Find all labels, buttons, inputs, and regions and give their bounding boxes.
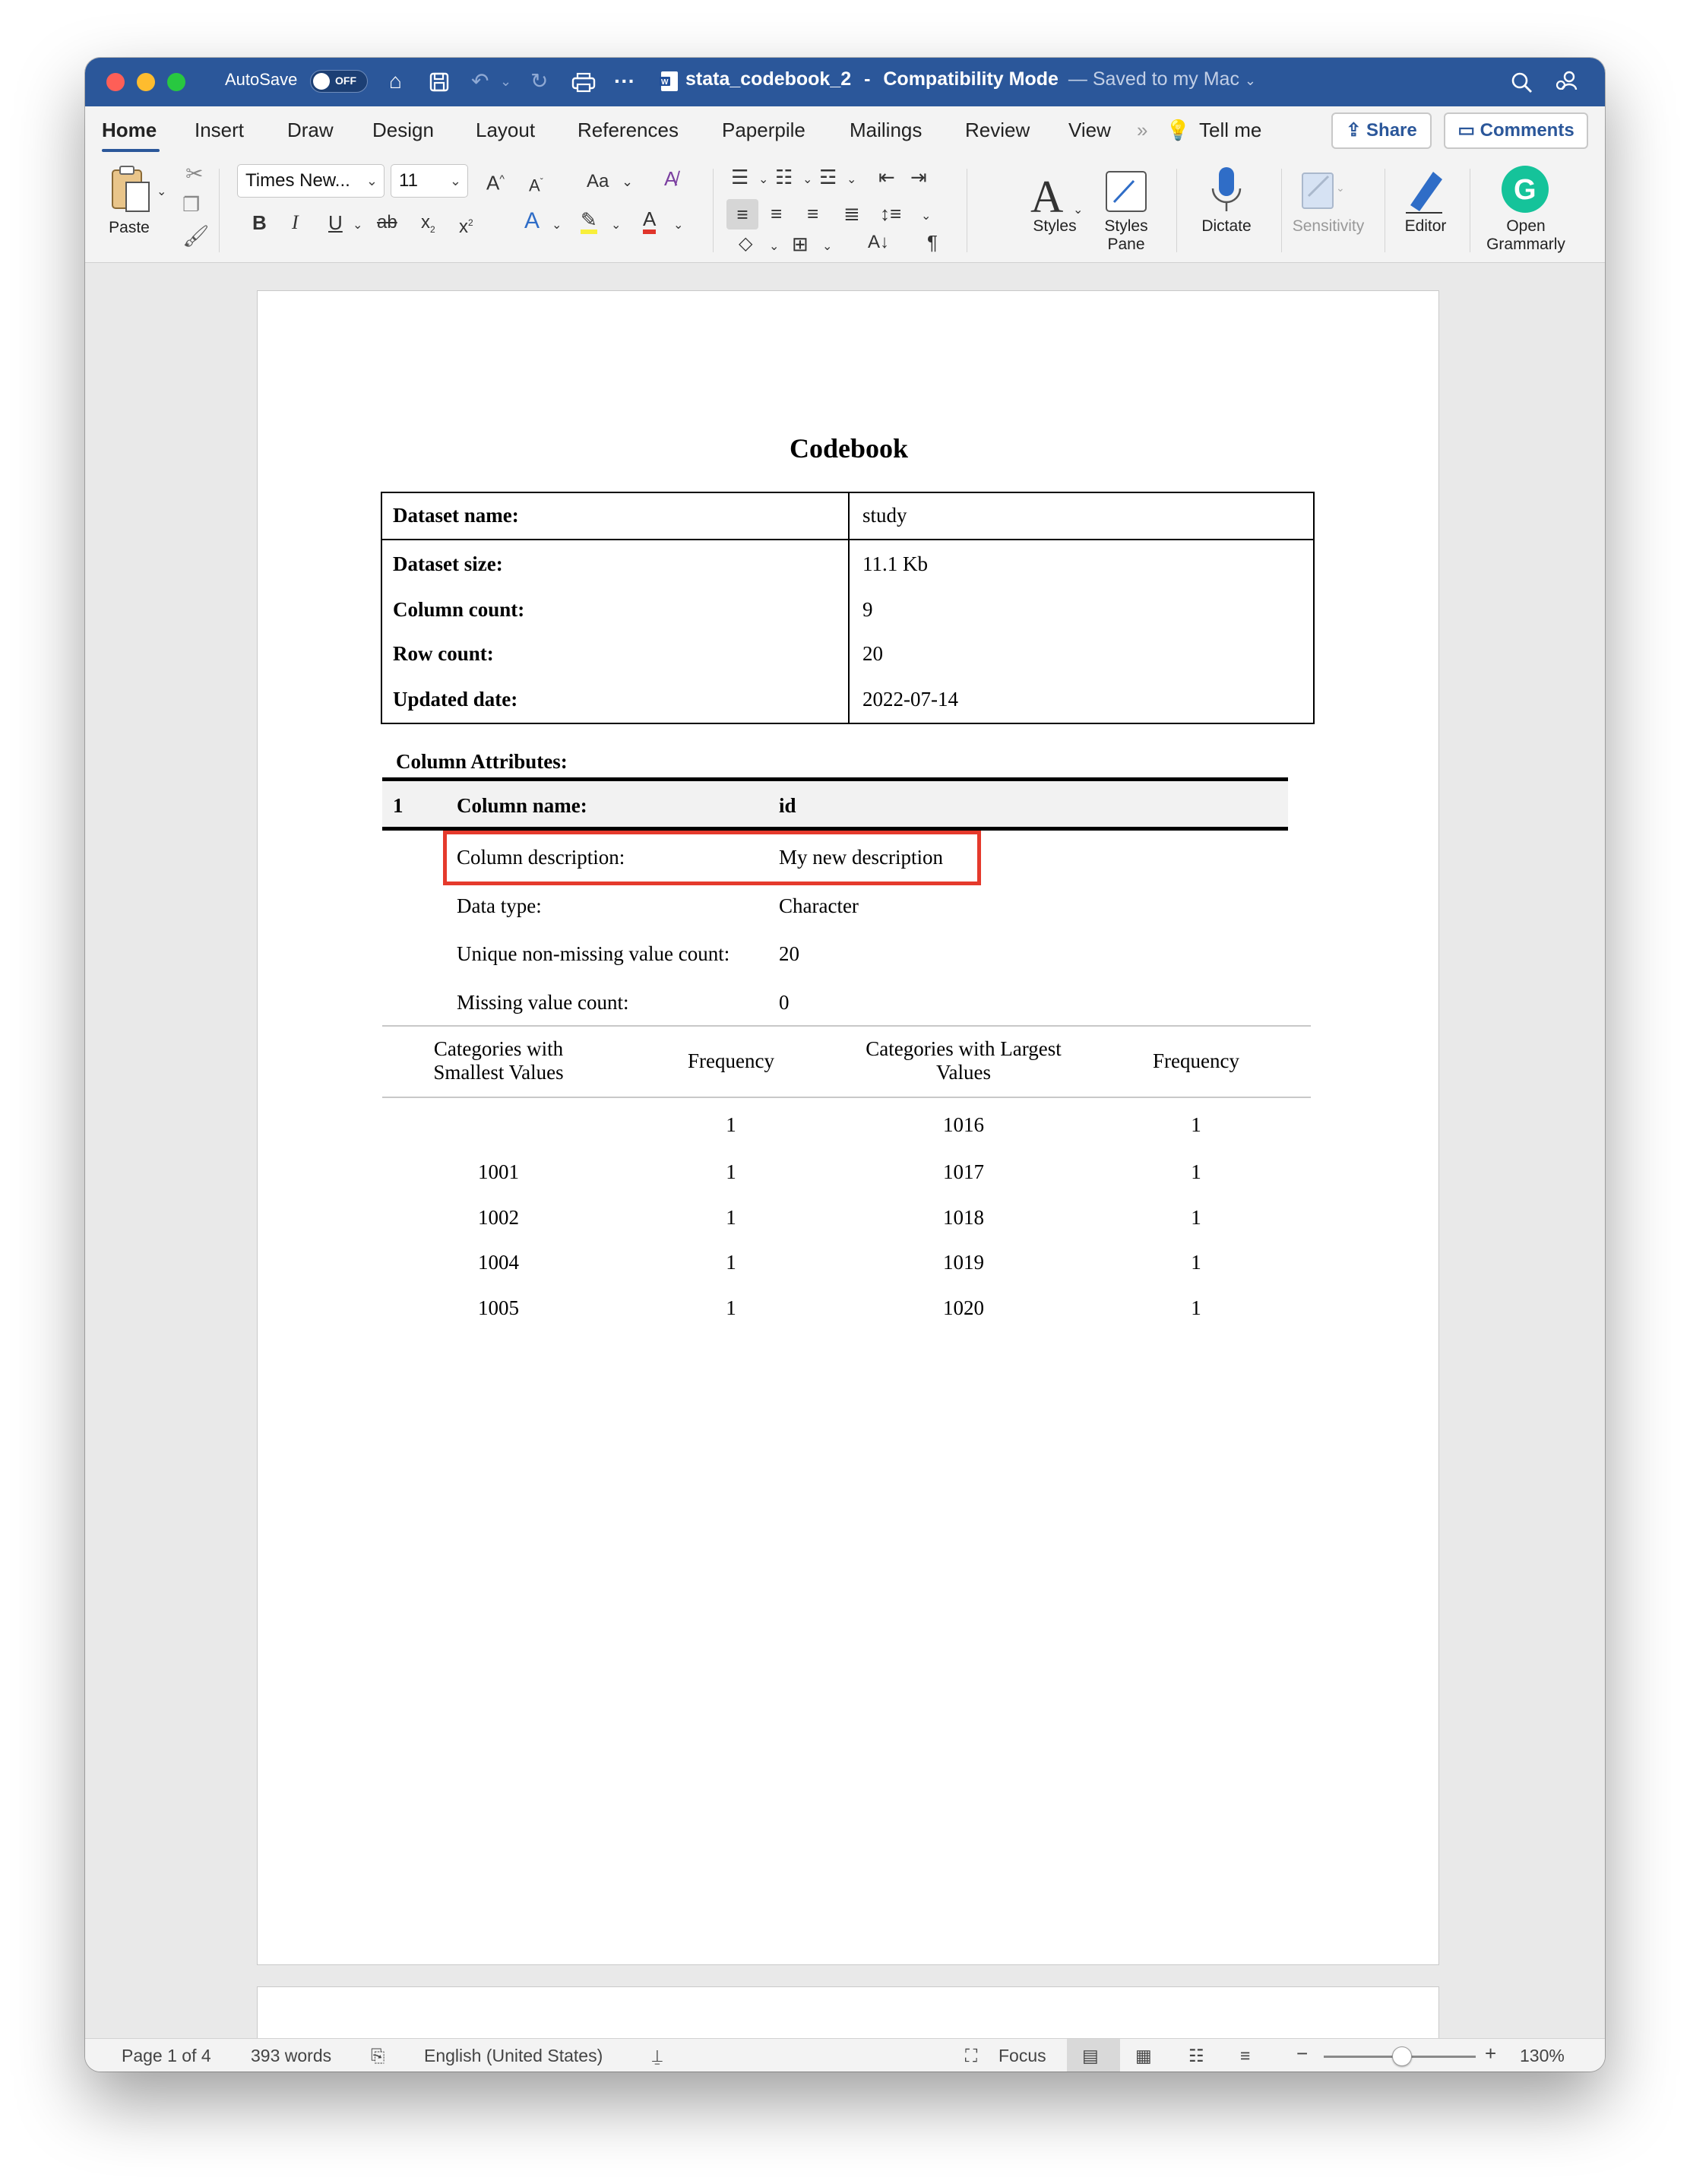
change-case-icon[interactable]: Aa	[587, 171, 609, 191]
account-icon[interactable]	[1555, 70, 1579, 94]
overflow-chevron-icon[interactable]: »	[1137, 119, 1148, 141]
freq-header-smallest-line2: Smallest Values	[433, 1061, 564, 1084]
justify-icon[interactable]: ≣	[843, 202, 860, 225]
table-cell: 1001	[478, 1160, 519, 1183]
shading-icon[interactable]: ◇	[739, 233, 753, 254]
missing-count-label: Missing value count:	[457, 991, 629, 1014]
chevron-down-icon[interactable]: ⌄	[822, 240, 833, 253]
align-left-icon[interactable]: ≡	[726, 199, 758, 229]
microphone-icon[interactable]	[1205, 166, 1248, 216]
zoom-in-icon[interactable]: +	[1485, 2042, 1497, 2065]
focus-mode-button[interactable]: Focus	[998, 2046, 1046, 2065]
decrease-indent-icon[interactable]: ⇤	[878, 166, 895, 188]
column-count-value: 9	[862, 598, 873, 621]
grammarly-label-line1: Open	[1506, 217, 1546, 235]
align-center-icon[interactable]: ≡	[771, 202, 783, 225]
strikethrough-icon[interactable]: ab	[377, 212, 397, 233]
paste-label: Paste	[109, 219, 150, 236]
dictate-label: Dictate	[1201, 217, 1252, 235]
dataset-size-label: Dataset size:	[393, 552, 503, 575]
styles-pane-icon[interactable]	[1103, 169, 1149, 214]
outline-view-icon[interactable]: ☷	[1188, 2046, 1204, 2065]
language[interactable]: English (United States)	[424, 2046, 603, 2065]
font-size-dropdown[interactable]	[391, 164, 468, 198]
share-label: Share	[1366, 120, 1417, 141]
table-cell: 1020	[943, 1296, 984, 1319]
table-divider	[848, 493, 850, 539]
column-header-row	[382, 777, 1288, 831]
sensitivity-label: Sensitivity	[1292, 217, 1365, 235]
word-count[interactable]: 393 words	[251, 2046, 332, 2065]
styles-pane-label-line1: Styles	[1104, 217, 1148, 235]
chevron-down-icon[interactable]: ⌄	[1073, 204, 1084, 217]
share-icon: ⇪	[1346, 120, 1367, 141]
styles-gallery-icon[interactable]: A	[1030, 172, 1064, 222]
minimize-window-button[interactable]	[137, 73, 155, 91]
web-layout-icon[interactable]: ▦	[1135, 2046, 1152, 2065]
compatibility-mode: Compatibility Mode	[883, 68, 1059, 90]
document-title[interactable]	[685, 68, 1256, 90]
tab-draw[interactable]: Draw	[287, 119, 334, 141]
dataset-name-label: Dataset name:	[393, 504, 519, 527]
clear-formatting-icon[interactable]: A̸	[664, 167, 678, 190]
chevron-down-icon[interactable]: ⌄	[673, 219, 684, 232]
document-page[interactable]	[257, 290, 1439, 1965]
close-window-button[interactable]	[106, 73, 125, 91]
freq-header-smallest-line1: Categories with	[433, 1037, 564, 1060]
format-painter-icon[interactable]: 🖌	[182, 224, 210, 248]
numbering-icon[interactable]: ☷	[775, 166, 793, 188]
redo-icon[interactable]: ↻	[530, 69, 549, 93]
autosave-label: AutoSave	[225, 70, 298, 89]
table-cell: 1	[726, 1206, 736, 1229]
chevron-down-icon: ⌄	[366, 173, 378, 188]
freq-header-frequency-1: Frequency	[688, 1049, 774, 1072]
column-index: 1	[393, 794, 404, 817]
table-cell: 1	[726, 1160, 736, 1183]
chevron-down-icon[interactable]: ⌄	[758, 173, 769, 186]
ribbon-tab-bar	[85, 106, 1605, 154]
table-cell: 1	[726, 1251, 736, 1274]
svg-text:⌄: ⌄	[1336, 182, 1345, 194]
sort-icon[interactable]: A↓	[868, 232, 890, 252]
freq-header-largest	[847, 1037, 1080, 1084]
font-color-icon[interactable]: A	[643, 208, 656, 234]
ribbon-divider	[1281, 169, 1282, 252]
tab-design[interactable]: Design	[372, 119, 434, 141]
font-name-dropdown[interactable]	[237, 164, 385, 198]
grammarly-label-line2: Grammarly	[1486, 236, 1565, 253]
freq-header-frequency-2: Frequency	[1153, 1049, 1239, 1072]
print-icon[interactable]	[571, 71, 596, 93]
freq-header-largest-line1: Categories with Largest	[866, 1037, 1062, 1060]
table-cell: 1004	[478, 1251, 519, 1274]
chevron-down-icon: ⌄	[1244, 73, 1257, 88]
zoom-slider-handle[interactable]	[1392, 2046, 1412, 2066]
copy-icon[interactable]: ❐	[182, 193, 201, 216]
search-icon[interactable]	[1511, 71, 1533, 94]
decrease-font-size-icon[interactable]: $A^ˇ$	[529, 176, 543, 195]
table-cell: 1019	[943, 1251, 984, 1274]
data-type-value: Character	[779, 894, 859, 917]
svg-text:G: G	[1514, 174, 1537, 206]
zoom-window-button[interactable]	[167, 73, 185, 91]
autosave-toggle[interactable]	[310, 70, 368, 93]
dataset-details-rows	[382, 540, 1313, 723]
subscript-icon[interactable]: $x_2$	[421, 212, 435, 235]
comments-button[interactable]	[1444, 112, 1588, 149]
paste-icon[interactable]	[108, 164, 152, 214]
undo-dropdown-icon[interactable]: ⌄	[500, 74, 512, 89]
status-bar	[85, 2038, 1605, 2072]
text-effects-icon[interactable]: A	[524, 208, 540, 233]
title-bar	[85, 58, 1605, 106]
table-divider	[848, 540, 850, 723]
table-cell: 1	[1191, 1113, 1201, 1136]
column-name-label: Column name:	[457, 794, 587, 817]
draft-view-icon[interactable]: ≡	[1240, 2046, 1251, 2065]
row-count-value: 20	[862, 642, 883, 665]
word-doc-icon	[660, 70, 679, 93]
table-cell: 1018	[943, 1206, 984, 1229]
multilevel-list-icon[interactable]: ☲	[819, 166, 837, 188]
styles-pane-label-line2: Pane	[1107, 236, 1145, 253]
document-page-2[interactable]	[257, 1986, 1439, 2038]
table-cell: 1016	[943, 1113, 984, 1136]
document-name: stata_codebook_2	[685, 68, 852, 90]
ribbon-home	[85, 154, 1605, 263]
autosave-state: OFF	[335, 74, 356, 87]
freq-table-header-rule	[382, 1097, 1311, 1098]
chevron-down-icon: ⌄	[449, 173, 461, 188]
page-count[interactable]: Page 1 of 4	[122, 2046, 211, 2065]
sensitivity-icon[interactable]	[1295, 166, 1348, 213]
open-grammarly-label[interactable]	[1479, 217, 1573, 254]
chevron-down-icon[interactable]: ⌄	[611, 219, 622, 232]
chevron-down-icon[interactable]: ⌄	[921, 210, 932, 223]
font-name-value: Times New...	[245, 170, 350, 191]
missing-count-value: 0	[779, 991, 790, 1014]
tab-home[interactable]: Home	[102, 119, 157, 141]
toggle-knob	[313, 73, 330, 90]
superscript-icon[interactable]: $x^2$	[459, 217, 473, 237]
undo-icon[interactable]: ↶	[471, 69, 489, 93]
data-type-label: Data type:	[457, 894, 542, 917]
tab-paperpile[interactable]: Paperpile	[722, 119, 805, 141]
column-description-value: My new description	[779, 846, 943, 869]
cut-icon[interactable]: ✂	[185, 162, 204, 185]
updated-date-label: Updated date:	[393, 688, 518, 711]
grammarly-icon[interactable]	[1500, 164, 1550, 214]
row-count-label: Row count:	[393, 642, 494, 665]
ribbon-divider	[219, 169, 220, 252]
chevron-down-icon[interactable]: ⌄	[769, 240, 780, 253]
freq-header-smallest	[382, 1037, 615, 1084]
chevron-down-icon[interactable]: ⌄	[552, 219, 562, 232]
table-cell: 1	[726, 1113, 736, 1136]
saved-status: — Saved to my Mac	[1068, 68, 1239, 90]
unique-count-value: 20	[779, 942, 799, 965]
tab-review[interactable]: Review	[965, 119, 1030, 141]
ribbon-divider	[713, 169, 714, 252]
freq-table-top-rule	[382, 1025, 1311, 1027]
increase-font-size-icon[interactable]: A^	[486, 171, 505, 195]
chevron-down-icon[interactable]: ⌄	[802, 173, 813, 186]
dataset-size-value: 11.1 Kb	[862, 552, 928, 575]
paste-options-chevron-icon[interactable]: ⌄	[157, 185, 167, 198]
updated-date-value: 2022-07-14	[862, 688, 958, 711]
styles-pane-label[interactable]	[1090, 217, 1163, 254]
print-layout-icon[interactable]: ▤	[1082, 2046, 1099, 2065]
tab-mailings[interactable]: Mailings	[850, 119, 923, 141]
table-cell: 1	[1191, 1206, 1201, 1229]
bullets-icon[interactable]: ☰	[731, 166, 749, 188]
column-description-label: Column description:	[457, 846, 625, 869]
active-tab-indicator	[102, 149, 160, 152]
freq-header-largest-line2: Values	[936, 1061, 991, 1084]
increase-indent-icon[interactable]: ⇥	[910, 166, 927, 188]
bold-icon[interactable]: B	[252, 211, 267, 234]
show-formatting-icon[interactable]: ¶	[927, 231, 938, 254]
table-cell: 1002	[478, 1206, 519, 1229]
column-attributes-title: Column Attributes:	[396, 750, 568, 773]
styles-label: Styles	[1033, 217, 1077, 235]
proofing-icon[interactable]: ⎘	[371, 2046, 385, 2065]
tell-me-search[interactable]: Tell me	[1199, 119, 1262, 141]
document-heading: Codebook	[789, 433, 909, 464]
column-count-label: Column count:	[393, 598, 525, 621]
table-cell: 1	[1191, 1251, 1201, 1274]
title-separator: -	[864, 68, 871, 90]
accessibility-icon[interactable]: ⍊	[652, 2046, 663, 2065]
line-spacing-icon[interactable]: ↕≡	[880, 202, 902, 225]
chevron-down-icon[interactable]: ⌄	[353, 219, 363, 232]
font-size-value: 11	[399, 170, 418, 191]
align-right-icon[interactable]: ≡	[807, 202, 819, 225]
borders-icon[interactable]: ⊞	[792, 233, 809, 255]
italic-icon[interactable]: I	[292, 211, 299, 233]
document-canvas[interactable]	[85, 263, 1605, 2038]
highlight-icon[interactable]: ✎	[581, 210, 597, 234]
table-cell: 1	[1191, 1160, 1201, 1183]
dataset-name-value: study	[862, 504, 907, 527]
editor-pen-icon[interactable]	[1400, 166, 1450, 216]
column-name-value: id	[779, 794, 796, 817]
tab-layout[interactable]: Layout	[476, 119, 536, 141]
table-cell: 1005	[478, 1296, 519, 1319]
share-button[interactable]	[1331, 112, 1432, 149]
table-cell: 1	[1191, 1296, 1201, 1319]
ribbon-divider	[1176, 169, 1177, 252]
unique-count-label: Unique non-missing value count:	[457, 942, 730, 965]
zoom-level[interactable]: 130%	[1520, 2046, 1565, 2065]
zoom-out-icon[interactable]: −	[1296, 2042, 1309, 2065]
word-window	[85, 58, 1605, 2072]
home-icon[interactable]: ⌂	[389, 69, 402, 93]
table-cell: 1	[726, 1296, 736, 1319]
tab-view[interactable]: View	[1068, 119, 1111, 141]
lightbulb-icon: 💡	[1166, 119, 1191, 141]
dataset-info-table	[381, 492, 1315, 724]
focus-icon[interactable]: ⛶	[965, 2046, 978, 2065]
chevron-down-icon[interactable]: ⌄	[622, 174, 634, 189]
tab-insert[interactable]: Insert	[195, 119, 245, 141]
tab-references[interactable]: References	[578, 119, 679, 141]
comment-icon: ▭	[1457, 120, 1480, 141]
table-cell: 1017	[943, 1160, 984, 1183]
dataset-name-row	[382, 493, 1313, 540]
save-icon[interactable]	[429, 71, 450, 93]
comments-label: Comments	[1480, 120, 1574, 141]
underline-icon[interactable]: U	[328, 211, 343, 234]
svg-text:W: W	[661, 78, 669, 87]
chevron-down-icon[interactable]: ⌄	[847, 173, 857, 186]
more-icon[interactable]: ···	[614, 69, 635, 93]
editor-label: Editor	[1404, 217, 1447, 235]
